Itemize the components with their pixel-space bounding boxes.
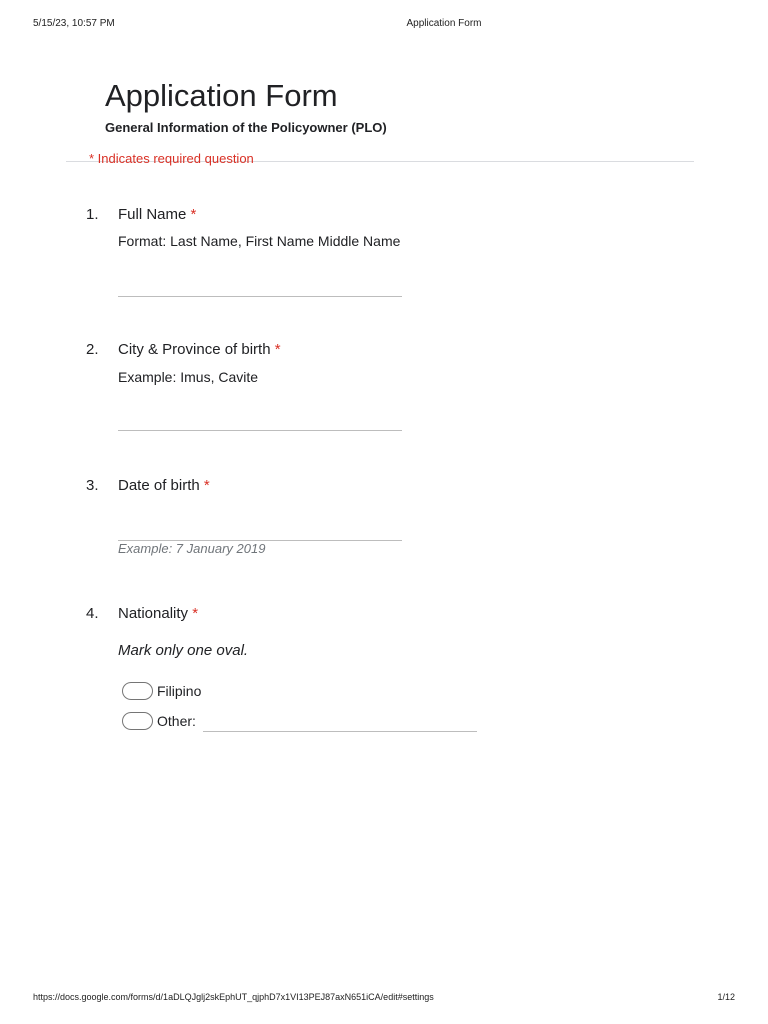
- birthplace-input[interactable]: [118, 430, 402, 431]
- full-name-input[interactable]: [118, 296, 402, 297]
- form-subtitle: General Information of the Policyowner (PLO): [105, 120, 387, 135]
- print-page-number: 1/12: [717, 992, 735, 1002]
- form-title: Application Form: [105, 78, 338, 113]
- option-other-label: Other:: [157, 713, 196, 729]
- question-3-title: [118, 477, 210, 494]
- question-2-title-text: City & Province of birth: [118, 341, 271, 358]
- required-star: *: [203, 477, 210, 494]
- radio-other[interactable]: [122, 712, 153, 730]
- question-3-title-text: Date of birth: [118, 477, 200, 494]
- question-4-title-text: Nationality: [118, 605, 189, 622]
- date-example-hint: Example: 7 January 2019: [118, 541, 266, 556]
- question-3-number: 3.: [86, 477, 99, 494]
- required-star: *: [274, 341, 281, 358]
- question-2-description: Example: Imus, Cavite: [118, 369, 259, 385]
- question-1-title-text: Full Name: [118, 206, 187, 223]
- question-1-title: [118, 206, 196, 223]
- required-star: *: [190, 206, 197, 223]
- question-1-number: 1.: [86, 206, 99, 223]
- radio-filipino[interactable]: [122, 682, 153, 700]
- question-4-title: [118, 605, 198, 622]
- question-2-number: 2.: [86, 341, 99, 358]
- print-doc-title: Application Form: [406, 18, 482, 29]
- required-star: *: [192, 605, 199, 622]
- other-nationality-input[interactable]: [203, 731, 477, 732]
- question-4-number: 4.: [86, 605, 99, 622]
- question-2-title: [118, 341, 281, 358]
- print-datetime: 5/15/23, 10:57 PM: [33, 18, 115, 29]
- option-filipino-label: Filipino: [157, 683, 202, 699]
- print-url: https://docs.google.com/forms/d/1aDLQJglj2skEphUT_qjphD7x1VI13PEJ87axN651iCA/edit#settings: [33, 992, 434, 1002]
- required-note: * Indicates required question: [89, 151, 254, 166]
- question-1-description: Format: Last Name, First Name Middle Name: [118, 233, 401, 249]
- question-4-instruction: Mark only one oval.: [118, 642, 249, 659]
